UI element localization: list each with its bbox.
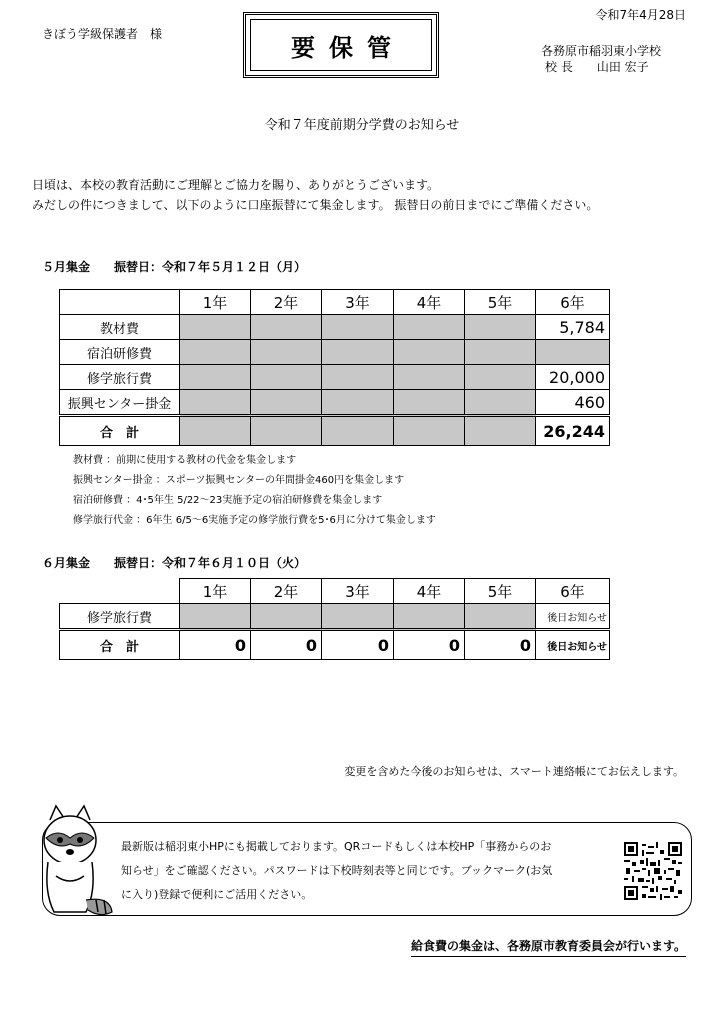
grade-header: 3年	[322, 579, 394, 604]
grade6-amount: 460	[536, 390, 610, 416]
row-label: 修学旅行費	[60, 604, 180, 630]
recipient: きぼう学級保護者 様	[42, 27, 163, 41]
info-box	[42, 822, 692, 916]
grade-header: 5年	[465, 290, 536, 315]
grade-header: 2年	[251, 290, 322, 315]
note-line: 宿泊研修費 ：4･5年生 5/22～23実施予定の宿泊研修費を集金します	[73, 495, 383, 506]
grade-total: 0	[251, 630, 322, 660]
keep-stamp	[243, 12, 439, 78]
keep-stamp-text: 要保管	[250, 19, 432, 71]
footer-note: 給食費の集金は、各務原市教育委員会が行います。	[411, 937, 686, 957]
grade6-total: 後日お知らせ	[536, 630, 610, 660]
grade-total: 0	[394, 630, 465, 660]
row-label: 教材費	[60, 315, 180, 340]
table-row	[60, 390, 610, 416]
table-row	[60, 604, 610, 630]
grade-total: 0	[322, 630, 394, 660]
grade-total: 0	[465, 630, 536, 660]
grade6-amount: 20,000	[536, 365, 610, 390]
qr-code-icon[interactable]	[624, 842, 682, 900]
may-heading: ５月集金 振替日：令和７年５月１２日（月）	[42, 260, 307, 274]
grade6-amount: 5,784	[536, 315, 610, 340]
may-fee-table	[59, 289, 610, 446]
grade6-amount: 後日お知らせ	[536, 604, 610, 630]
may-notes	[73, 451, 436, 531]
row-label: 振興センター掛金	[60, 390, 180, 416]
grade-header: 3年	[322, 290, 394, 315]
grade-header: 6年	[536, 579, 610, 604]
note-line: 振興センター掛金 ：スポーツ振興センターの年間掛金460円を集金します	[73, 475, 405, 486]
june-heading: ６月集金 振替日：令和７年６月１０日（火）	[42, 556, 307, 570]
grade-header: 4年	[394, 579, 465, 604]
header-empty-cell	[60, 579, 180, 604]
school-name: 各務原市稲羽東小学校	[541, 44, 662, 58]
june-fee-table	[59, 578, 610, 660]
table-row	[60, 365, 610, 390]
table-row	[60, 340, 610, 365]
total-row	[60, 416, 610, 446]
grade-header: 6年	[536, 290, 610, 315]
grade6-amount	[536, 340, 610, 365]
grade-header: 4年	[394, 290, 465, 315]
total-label: 合 計	[60, 416, 180, 446]
grade-total: 0	[180, 630, 251, 660]
raccoon-mascot-icon	[20, 800, 120, 920]
total-row	[60, 630, 610, 660]
row-label: 宿泊研修費	[60, 340, 180, 365]
total-label: 合 計	[60, 630, 180, 660]
grade-header: 2年	[251, 579, 322, 604]
info-text: 最新版は稲羽東小HPにも掲載しております。QRコードもしくは本校HP「事務からのお知らせ」をご確認ください。パスワードは下校時刻表等と同じです。ブックマーク(お気に入り)登録で便利にご活用ください。	[121, 840, 553, 901]
page-title: 令和７年度前期分学費のお知らせ	[264, 118, 460, 133]
header-empty-cell	[60, 290, 180, 315]
row-label: 修学旅行費	[60, 365, 180, 390]
grade6-total: 26,244	[536, 416, 610, 446]
issue-date: 令和7年4月28日	[595, 8, 686, 22]
intro-line-2: みだしの件につきまして、以下のように口座振替にて集金します。 振替日の前日までにご準備ください。	[32, 198, 599, 212]
table-row	[60, 315, 610, 340]
intro-line-1: 日頃は、本校の教育活動にご理解とご協力を賜り、ありがとうございます。	[32, 178, 440, 192]
notice-text: 変更を含めた今後のお知らせは、スマート連絡帳にてお伝えします。	[344, 765, 684, 778]
note-line: 修学旅行代金 ：6年生 6/5～6実施予定の修学旅行費を5･6月に分けて集金します	[73, 515, 436, 526]
principal-name: 校 長 山田 宏子	[545, 60, 649, 74]
note-line: 教材費 ：前期に使用する教材の代金を集金します	[73, 455, 297, 466]
grade-header: 1年	[180, 579, 251, 604]
grade-header: 5年	[465, 579, 536, 604]
grade-header: 1年	[180, 290, 251, 315]
